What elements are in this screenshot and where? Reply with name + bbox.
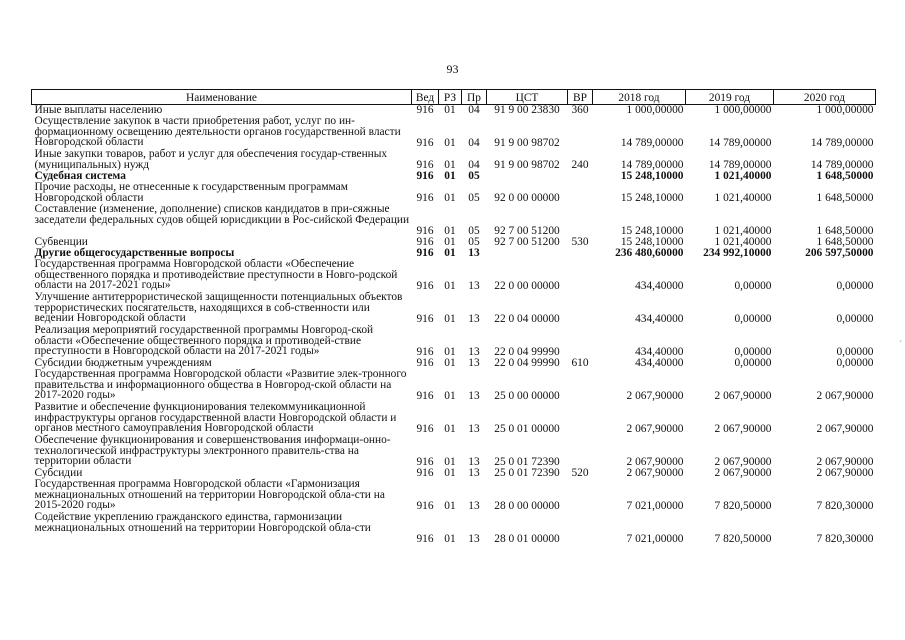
cell-rz: 01 <box>444 159 456 172</box>
cell-2020: 2 067,90000 <box>816 467 874 480</box>
cell-rz: 01 <box>444 170 456 183</box>
cell-name: Содействие укреплению гражданского единства, гармонизации межнациональных отношений на территории Новгородской обла-сти <box>34 511 371 534</box>
cell-vr <box>568 171 593 182</box>
cell-cst <box>487 171 568 182</box>
header-cst: ЦСТ <box>487 90 568 105</box>
cell-2020: 14 789,00000 <box>810 159 874 172</box>
cell-2018: 1 000,00000 <box>626 104 684 117</box>
cell-ved: 916 <box>416 423 434 436</box>
cell-pr: 04 <box>468 159 480 172</box>
cell-rz: 01 <box>444 533 456 546</box>
cell-name: Улучшение антитеррористической защищенности потенциальных объектов террористических посягательств, находящихся в соб-ственности или ведении Новгородской области <box>34 291 403 325</box>
cell-vr <box>568 259 593 292</box>
cell-2020: 206 597,50000 <box>805 247 874 260</box>
cell-2020: 7 820,30000 <box>816 533 874 546</box>
cell-2018: 7 021,00000 <box>626 533 684 546</box>
cell-name: Субсидии <box>34 467 83 479</box>
cell-2018: 15 248,10000 <box>620 192 684 205</box>
cell-cst: 28 0 00 00000 <box>494 500 560 513</box>
cell-2019: 1 021,40000 <box>714 192 772 205</box>
cell-name: Реализация мероприятий государственной программы Новгород-ской области «Обеспечение общественного порядка и противодей-ствие преступности в Новгородской области на 2017-2021 годы» <box>34 324 374 358</box>
cell-rz: 01 <box>444 247 456 260</box>
cell-2018: 434,40000 <box>635 357 684 370</box>
cell-name: Государственная программа Новгородской области «Развитие элек-тронного правительства и информационного общества в Новгород-ской области на 2017-2020 годы» <box>34 368 407 402</box>
cell-name: Государственная программа Новгородской области «Обеспечение общественного порядка и противодействие преступности в Новго-родской области на 2017-2021 годы» <box>34 258 398 292</box>
cell-2020: 1 648,50000 <box>816 225 874 238</box>
cell-rz: 01 <box>444 456 456 469</box>
cell-2020: 0,00000 <box>836 280 874 293</box>
cell-cst: 22 0 04 99990 <box>494 357 560 370</box>
cell-pr: 13 <box>468 423 480 436</box>
cell-rz: 01 <box>444 390 456 403</box>
cell-name: Прочие расходы, не отнесенные к государственным программам Новгородской области <box>34 181 348 204</box>
cell-vr: 530 <box>571 236 589 249</box>
cell-2018: 14 789,00000 <box>620 137 684 150</box>
table-body <box>32 105 876 546</box>
table-row <box>32 479 876 512</box>
cell-2019: 0,00000 <box>734 313 772 326</box>
table-row <box>32 259 876 292</box>
cell-2020: 2 067,90000 <box>816 390 874 403</box>
cell-2018: 15 248,10000 <box>620 225 684 238</box>
cell-pr: 13 <box>468 467 480 480</box>
cell-ved: 916 <box>416 236 434 249</box>
cell-pr: 13 <box>468 346 480 359</box>
table-row <box>32 149 876 171</box>
table-row <box>32 512 876 545</box>
cell-ved: 916 <box>416 247 434 260</box>
cell-vr <box>568 435 593 468</box>
table-row <box>32 292 876 325</box>
cell-2019: 0,00000 <box>734 346 772 359</box>
cell-cst: 91 9 00 23830 <box>494 104 560 117</box>
header-name: Наименование <box>32 90 412 105</box>
cell-cst: 25 0 01 00000 <box>494 423 560 436</box>
cell-vr: 240 <box>571 159 589 172</box>
cell-ved: 916 <box>416 500 434 513</box>
cell-pr: 13 <box>468 357 480 370</box>
cell-2019: 14 789,00000 <box>708 159 772 172</box>
cell-cst: 25 0 01 72390 <box>494 456 560 469</box>
cell-2018: 2 067,90000 <box>626 390 684 403</box>
cell-cst: 22 0 04 00000 <box>494 313 560 326</box>
cell-2020: 14 789,00000 <box>810 137 874 150</box>
cell-2018: 15 248,10000 <box>620 170 684 183</box>
page-number: 93 <box>446 62 459 76</box>
cell-pr: 13 <box>468 247 480 260</box>
cell-pr: 13 <box>468 533 480 546</box>
cell-ved: 916 <box>416 390 434 403</box>
cell-ved: 916 <box>416 346 434 359</box>
cell-vr: 610 <box>571 357 589 370</box>
cell-rz: 01 <box>444 225 456 238</box>
cell-vr <box>568 292 593 325</box>
cell-2018: 236 480,60000 <box>615 247 684 260</box>
budget-table <box>31 89 876 545</box>
cell-2019: 0,00000 <box>734 357 772 370</box>
cell-name: Осуществление закупок в части приобретения работ, услуг по ин-формационному освещению деятельности органов государственной власти Новгородской области <box>34 115 401 149</box>
cell-ved: 916 <box>416 533 434 546</box>
cell-cst: 25 0 01 72390 <box>494 467 560 480</box>
cell-rz: 01 <box>444 104 456 117</box>
table-row <box>32 435 876 468</box>
cell-2019: 2 067,90000 <box>714 423 772 436</box>
cell-rz: 01 <box>444 500 456 513</box>
table-row <box>32 182 876 204</box>
cell-name: Обеспечение функционирования и совершенствования информаци-онно- технологической инфраструктуры электронного правитель-ства на территории области <box>34 434 391 468</box>
cell-cst: 22 0 04 99990 <box>494 346 560 359</box>
cell-vr <box>568 248 593 259</box>
cell-2019: 1 021,40000 <box>714 236 772 249</box>
cell-2018: 2 067,90000 <box>626 423 684 436</box>
cell-2020: 1 000,00000 <box>816 104 874 117</box>
table-header-row <box>32 90 876 105</box>
cell-ved: 916 <box>416 170 434 183</box>
cell-name: Государственная программа Новгородской области «Гармонизация межнациональных отношений на территории Новгородской обла-сти на 2015-2020 годы» <box>34 478 385 512</box>
cell-name: Другие общегосударственные вопросы <box>34 247 235 259</box>
cell-pr: 05 <box>468 225 480 238</box>
cell-pr: 13 <box>468 456 480 469</box>
cell-ved: 916 <box>416 357 434 370</box>
cell-cst: 28 0 01 00000 <box>494 533 560 546</box>
margin-mark: ˊ <box>899 339 902 349</box>
cell-2020: 2 067,90000 <box>816 456 874 469</box>
cell-vr <box>568 402 593 435</box>
table-row <box>32 402 876 435</box>
header-ved: Вед <box>412 90 439 105</box>
cell-2018: 434,40000 <box>635 346 684 359</box>
cell-rz: 01 <box>444 313 456 326</box>
cell-vr: 360 <box>571 104 589 117</box>
cell-2019: 7 820,50000 <box>714 533 772 546</box>
cell-rz: 01 <box>444 280 456 293</box>
cell-rz: 01 <box>444 346 456 359</box>
cell-cst: 92 0 00 00000 <box>494 192 560 205</box>
header-2020: 2020 год <box>774 90 876 105</box>
cell-vr <box>568 325 593 358</box>
cell-ved: 916 <box>416 280 434 293</box>
cell-ved: 916 <box>416 456 434 469</box>
cell-pr: 04 <box>468 104 480 117</box>
cell-2020: 7 820,30000 <box>816 500 874 513</box>
table-row <box>32 116 876 149</box>
cell-2019: 2 067,90000 <box>714 456 772 469</box>
cell-2019: 7 820,50000 <box>714 500 772 513</box>
cell-name: Субвенции <box>34 236 88 248</box>
cell-2020: 0,00000 <box>836 313 874 326</box>
cell-vr <box>568 479 593 512</box>
cell-name: Развитие и обеспечение функционирования телекоммуникационной инфраструктуры органов государственной власти Новгородской области и органов местного самоуправления Новгородской области <box>34 401 397 435</box>
cell-vr <box>568 116 593 149</box>
cell-2019: 1 000,00000 <box>714 104 772 117</box>
cell-rz: 01 <box>444 467 456 480</box>
cell-vr: 520 <box>571 467 589 480</box>
cell-pr: 13 <box>468 313 480 326</box>
cell-cst: 92 7 00 51200 <box>494 225 560 238</box>
cell-name: Иные закупки товаров, работ и услуг для обеспечения государ-ственных (муниципальных) нужд <box>34 148 388 171</box>
cell-cst: 25 0 00 00000 <box>494 390 560 403</box>
cell-2018: 7 021,00000 <box>626 500 684 513</box>
header-2019: 2019 год <box>686 90 774 105</box>
cell-vr <box>568 369 593 402</box>
cell-name: Судебная система <box>34 170 126 182</box>
table-row <box>32 325 876 358</box>
cell-rz: 01 <box>444 423 456 436</box>
cell-2019: 2 067,90000 <box>714 467 772 480</box>
cell-name: Иные выплаты населению <box>34 104 163 116</box>
cell-pr: 13 <box>468 390 480 403</box>
cell-2018: 434,40000 <box>635 280 684 293</box>
cell-cst: 91 9 00 98702 <box>494 137 560 150</box>
cell-cst: 92 7 00 51200 <box>494 236 560 249</box>
cell-pr: 13 <box>468 280 480 293</box>
cell-pr: 05 <box>468 236 480 249</box>
cell-ved: 916 <box>416 159 434 172</box>
cell-2019: 234 992,10000 <box>703 247 772 260</box>
cell-cst <box>487 248 568 259</box>
cell-2018: 15 248,10000 <box>620 236 684 249</box>
header-rz: РЗ <box>439 90 462 105</box>
cell-2018: 434,40000 <box>635 313 684 326</box>
cell-vr <box>568 204 593 237</box>
header-pr: Пр <box>462 90 487 105</box>
cell-2020: 1 648,50000 <box>816 192 874 205</box>
table-row <box>32 369 876 402</box>
cell-rz: 01 <box>444 192 456 205</box>
cell-2019: 14 789,00000 <box>708 137 772 150</box>
cell-vr <box>568 512 593 545</box>
cell-2019: 1 021,40000 <box>714 170 772 183</box>
cell-ved: 916 <box>416 225 434 238</box>
header-2018: 2018 год <box>593 90 686 105</box>
cell-2019: 1 021,40000 <box>714 225 772 238</box>
cell-pr: 05 <box>468 192 480 205</box>
cell-2019: 2 067,90000 <box>714 390 772 403</box>
cell-2019: 0,00000 <box>734 280 772 293</box>
cell-pr: 04 <box>468 137 480 150</box>
cell-2018: 2 067,90000 <box>626 456 684 469</box>
cell-2020: 0,00000 <box>836 357 874 370</box>
header-vr: ВР <box>568 90 593 105</box>
cell-pr: 13 <box>468 500 480 513</box>
cell-ved: 916 <box>416 137 434 150</box>
cell-rz: 01 <box>444 236 456 249</box>
cell-2018: 2 067,90000 <box>626 467 684 480</box>
cell-ved: 916 <box>416 313 434 326</box>
cell-cst: 22 0 00 00000 <box>494 280 560 293</box>
table-row <box>32 204 876 237</box>
cell-ved: 916 <box>416 192 434 205</box>
cell-2020: 1 648,50000 <box>816 170 874 183</box>
cell-2020: 2 067,90000 <box>816 423 874 436</box>
cell-cst: 91 9 00 98702 <box>494 159 560 172</box>
cell-2018: 14 789,00000 <box>620 159 684 172</box>
cell-name: Составление (изменение, дополнение) списков кандидатов в при-сяжные заседатели федеральных судов общей юрисдикции в Рос-сийской Федерации <box>34 203 410 226</box>
cell-rz: 01 <box>444 137 456 150</box>
cell-rz: 01 <box>444 357 456 370</box>
cell-vr <box>568 182 593 204</box>
cell-2020: 1 648,50000 <box>816 236 874 249</box>
cell-pr: 05 <box>468 170 480 183</box>
cell-name: Субсидии бюджетным учреждениям <box>34 357 212 369</box>
cell-ved: 916 <box>416 467 434 480</box>
cell-2020: 0,00000 <box>836 346 874 359</box>
cell-ved: 916 <box>416 104 434 117</box>
